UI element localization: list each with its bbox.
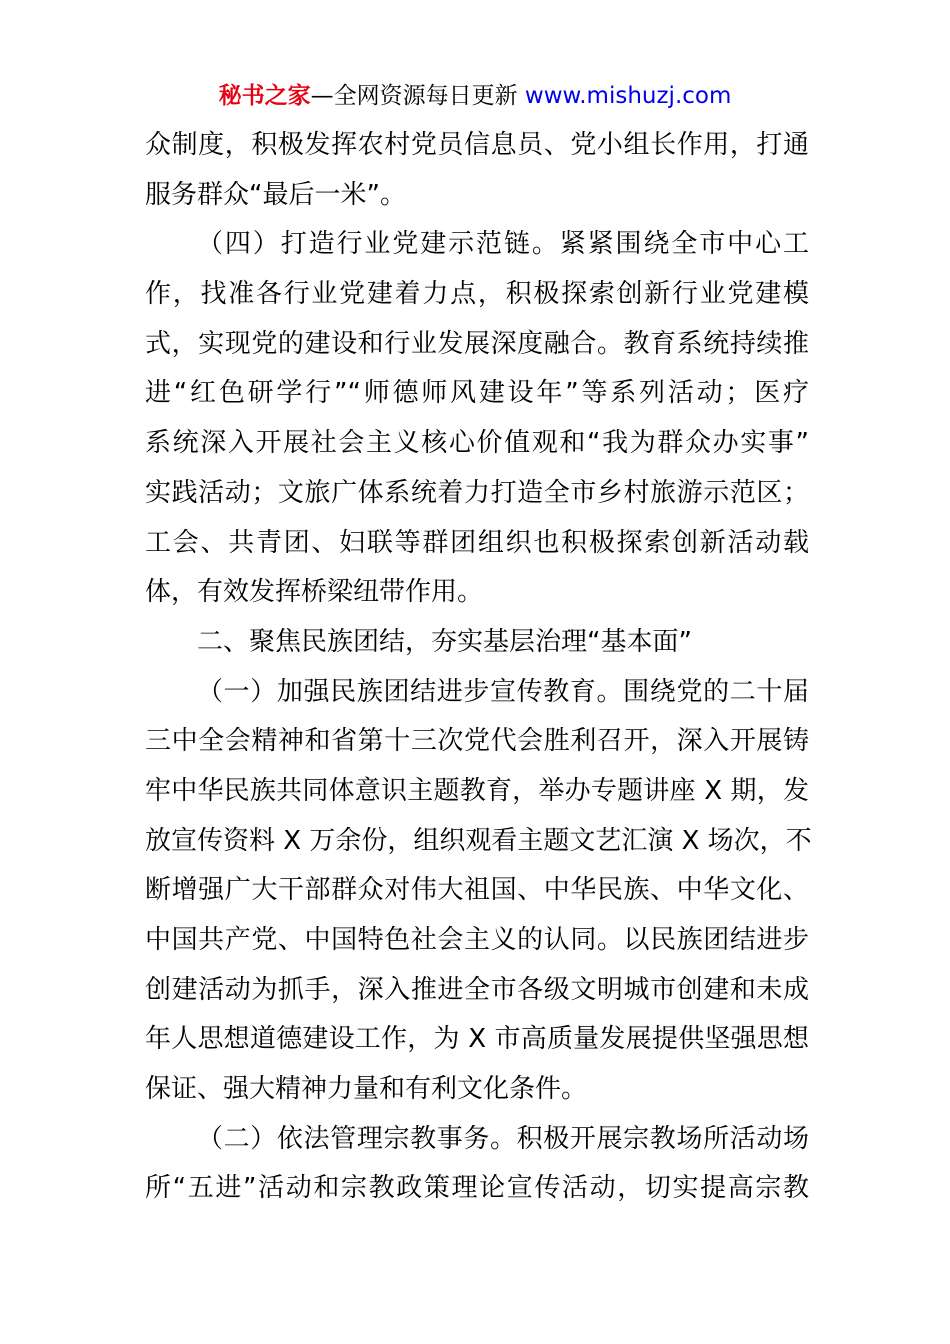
text-line: 放宣传资料 X 万余份，组织观看主题文艺汇演 X 场次，不: [145, 825, 812, 856]
text-line: 年人思想道德建设工作，为 X 市高质量发展提供坚强思想: [145, 1024, 809, 1055]
site-brand: 秘书之家: [218, 83, 311, 109]
text-line: 创建活动为抓手，深入推进全市各级文明城市创建和未成: [145, 974, 809, 1005]
text-line: 断增强广大干部群众对伟大祖国、中华民族、中华文化、: [145, 875, 809, 906]
site-url-link[interactable]: www.mishuzj.com: [524, 83, 732, 109]
site-header: [0, 80, 950, 112]
text-line: 众制度，积极发挥农村党员信息员、党小组长作用，打通: [145, 130, 809, 160]
text-line: 工会、共青团、妇联等群团组织也积极探索创新活动载: [145, 527, 809, 558]
section-heading-line: （一）加强民族团结进步宣传教育。围绕党的二十届: [197, 676, 809, 707]
text-line: 体，有效发挥桥梁纽带作用。: [145, 577, 484, 608]
section-heading-line: （四）打造行业党建示范链。紧紧围绕全市中心工: [197, 229, 809, 260]
text-line: 中国共产党、中国特色社会主义的认同。以民族团结进步: [145, 925, 809, 955]
text-line: 系统深入开展社会主义核心价值观和“我为群众办实事”: [145, 428, 809, 459]
chapter-heading-line: 二、聚焦民族团结，夯实基层治理“基本面”: [197, 626, 692, 657]
text-line: 式，实现党的建设和行业发展深度融合。教育系统持续推: [145, 328, 809, 359]
text-line: 牢中华民族共同体意识主题教育，举办专题讲座 X 期，发: [145, 775, 809, 806]
text-line: 所“五进”活动和宗教政策理论宣传活动，切实提高宗教: [145, 1173, 809, 1204]
document-body: [145, 121, 812, 1214]
text-line: 服务群众“最后一米”。: [145, 179, 406, 210]
text-line: 进“红色研学行”“师德师风建设年”等系列活动；医疗: [145, 378, 809, 409]
section-heading-line: （二）依法管理宗教事务。积极开展宗教场所活动场: [197, 1123, 809, 1154]
text-line: 实践活动；文旅广体系统着力打造全市乡村旅游示范区；: [145, 477, 809, 508]
text-line: 保证、强大精神力量和有利文化条件。: [145, 1074, 588, 1105]
text-line: 三中全会精神和省第十三次党代会胜利召开，深入开展铸: [145, 726, 809, 757]
text-line: 作，找准各行业党建着力点，积极探索创新行业党建模: [145, 279, 809, 310]
site-tagline: —全网资源每日更新: [310, 83, 518, 109]
